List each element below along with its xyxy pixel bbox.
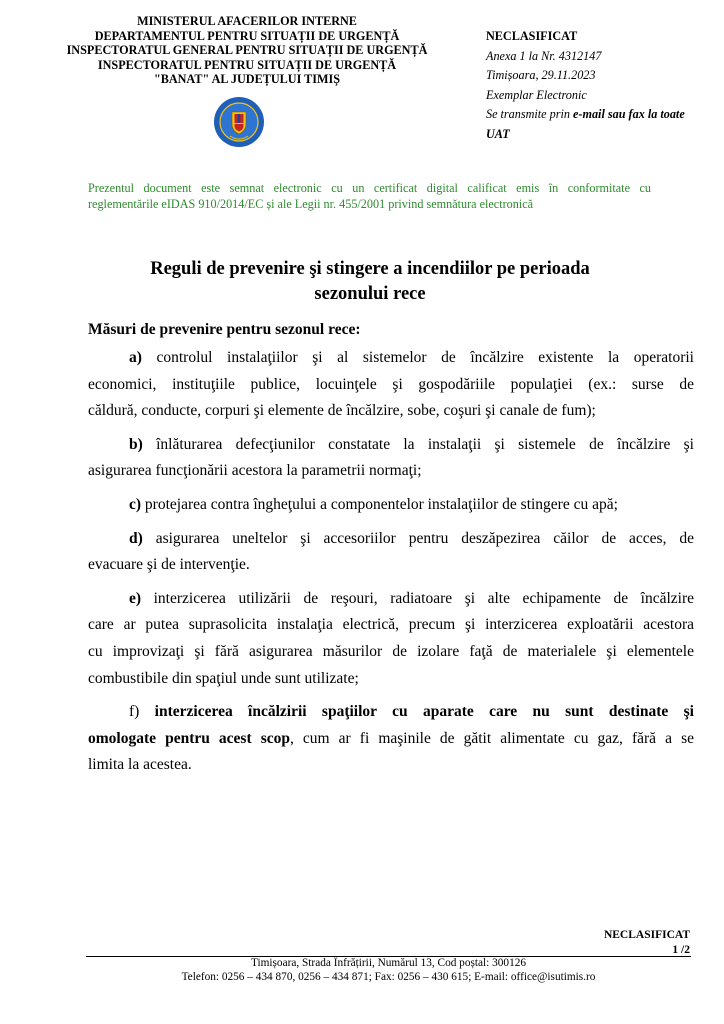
measure-line: evacuare şi de intervenţie.: [88, 556, 250, 574]
postal-address: Timișoara, Strada Înfrățirii, Numărul 13, Cod poștal: 300126: [250, 957, 527, 969]
footer-classification: [604, 928, 690, 958]
document-meta: [486, 27, 718, 144]
measure-text: protejarea contra îngheţului a componentelor instalaţiilor de stingere cu apă;: [141, 495, 618, 513]
measure-label: d): [129, 529, 143, 547]
esign-line: Prezentul document este semnat electronic cu un certificat digital calificat emis în conformitate cu: [88, 181, 651, 195]
electronic-signature-note: [88, 181, 651, 212]
issuer-line: INSPECTORATUL PENTRU SITUAȚII DE URGENȚĂ: [97, 57, 397, 72]
issuer-line: DEPARTAMENTUL PENTRU SITUAȚII DE URGENȚĂ: [94, 28, 400, 43]
measure-line: asigurarea funcţionării acestora la parametrii normaţi;: [88, 462, 422, 480]
measure-line: cu improvizaţi şi fără asigurarea măsurilor de izolare faţă de materialele şi elementele: [88, 642, 694, 660]
title-line: sezonului rece: [314, 284, 426, 304]
issuer-line: "BANAT" AL JUDEȚULUI TIMIȘ: [153, 72, 341, 87]
document-title: [80, 257, 660, 307]
measure-line: combustibile din spaţiul unde sunt utilizate;: [88, 669, 359, 687]
measure-line: [88, 586, 694, 613]
measure-label: f): [129, 703, 155, 721]
title-line: Reguli de prevenire şi stingere a incendiilor pe perioada: [150, 259, 590, 279]
measure-line: [88, 726, 694, 753]
place-date: Timișoara, 29.11.2023: [486, 68, 596, 82]
issuer-header: [38, 14, 456, 87]
measure-f: [88, 699, 694, 779]
measure-b: [88, 432, 694, 485]
measure-line: economici, instituţiile publice, locuinţele şi gospodăriile populaţiei (ex.: surse de: [88, 375, 694, 393]
measure-label: b): [129, 435, 143, 453]
annex-number: Anexa 1 la Nr. 4312147: [486, 48, 602, 63]
measure-a: [88, 345, 694, 425]
measure-text: , cum ar fi maşinile de gătit alimentate cu gaz, fără a se: [289, 729, 694, 747]
transmission-prefix: Se transmite prin: [486, 107, 574, 121]
transmission-recipient: UAT: [486, 126, 510, 141]
measure-text: înlăturarea defecţiunilor constatate la instalaţii şi sistemele de încălzire şi: [142, 435, 694, 453]
transmission-note: [486, 105, 718, 125]
measure-line: [88, 492, 694, 519]
classification-bottom: NECLASIFICAT: [603, 929, 690, 941]
issuer-line: MINISTERUL AFACERILOR INTERNE: [137, 14, 357, 28]
copy-type: Exemplar Electronic: [486, 87, 587, 102]
measure-c: [88, 492, 694, 519]
section-heading: Măsuri de prevenire pentru sezonul rece:: [88, 321, 361, 338]
measure-line: [88, 432, 694, 459]
measure-line: căldură, conducte, corpuri şi elemente de încălzire, sobe, coşuri şi canale de fum);: [88, 402, 596, 420]
page-number: 1 /2: [672, 944, 690, 956]
measure-text: asigurarea uneltelor şi accesoriilor pentru deszăpezirea căilor de acces, de: [142, 529, 694, 547]
measure-emphasis: interzicerea încălzirii spaţiilor cu aparate care nu sunt destinate şi: [154, 703, 694, 721]
measure-line: [88, 345, 694, 372]
measure-line: care ar putea suprasolicita instalaţia electrică, precum şi interzicerea exploatării acestora: [88, 616, 694, 634]
measure-line: [88, 699, 694, 726]
measure-line: [88, 526, 694, 553]
measure-label: c): [129, 495, 142, 513]
measures-list: [88, 345, 694, 786]
measure-text: interzicerea utilizării de reşouri, radiatoare şi alte echipamente de încălzire: [141, 589, 694, 607]
measure-emphasis: omologate pentru acest scop: [88, 729, 290, 747]
measure-d: [88, 526, 694, 579]
issuer-line: INSPECTORATUL GENERAL PENTRU SITUAȚII DE URGENȚĂ: [66, 43, 428, 58]
measure-label: e): [129, 589, 142, 607]
transmission-channel: e-mail sau fax la toate: [573, 107, 685, 121]
measure-line: limita la acestea.: [88, 756, 192, 774]
measure-e: [88, 586, 694, 692]
measure-text: controlul instalaţiilor şi al sistemelor de încălzire existente la operatorii: [141, 349, 694, 366]
measure-label: a): [129, 349, 142, 366]
footer-contact: [86, 957, 691, 984]
isu-emblem-icon: [213, 96, 265, 148]
esign-line: reglementările eIDAS 910/2014/EC și ale Legii nr. 455/2001 privind semnătura electronică: [88, 196, 534, 211]
contact-details: Telefon: 0256 – 434 870, 0256 – 434 871; Fax: 0256 – 430 615; E-mail: office@isutimis.ro: [181, 970, 596, 983]
classification-top: NECLASIFICAT: [486, 29, 578, 43]
